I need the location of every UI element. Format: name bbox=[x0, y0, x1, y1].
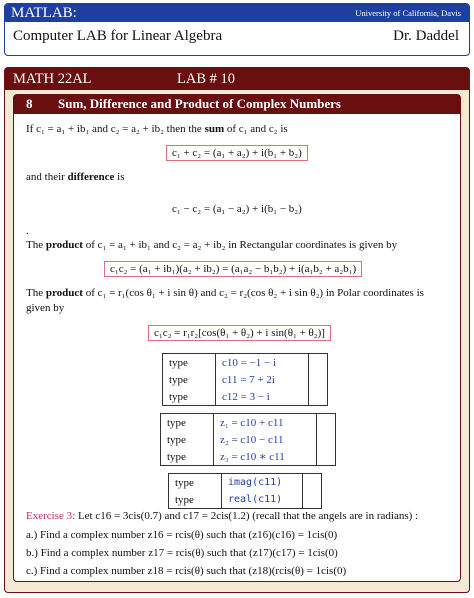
command-table-1 bbox=[162, 353, 328, 406]
section-box bbox=[13, 94, 461, 582]
product-rect-intro: The product of c₁ = a₁ + ib₁ and c₂ = a₂ + ib₂ in Rectangular coordinates is given by bbox=[26, 239, 398, 251]
section-title: Sum, Difference and Product of Complex Numbers bbox=[58, 96, 341, 111]
product-polar-equation: c₁c₂ = r₁r₂[cos(θ₁ + θ₂) + i sin(θ₁ + θ₂)] bbox=[148, 325, 331, 341]
lab-box bbox=[4, 67, 470, 593]
header-university: University of California, Davis bbox=[355, 8, 461, 18]
table-row: type real(c11) bbox=[169, 491, 322, 509]
product-polar-intro-2: given by bbox=[26, 302, 65, 314]
section-header bbox=[14, 95, 460, 114]
exercise-intro: Exercise 3: Let c16 = 3cis(0.7) and c17 = 2cis(1.2) (recall that the angels are in radians) : bbox=[26, 510, 419, 522]
diff-intro: and their difference is bbox=[26, 171, 125, 183]
table-row: type z₃ = c10 ∗ c11 bbox=[161, 448, 336, 466]
lab-title-bar bbox=[5, 68, 469, 90]
header-subject: MATLAB: bbox=[11, 5, 77, 21]
exercise-part-a: a.) Find a complex number z16 = rcis(θ) such that (z16)(c16) = 1cis(0) bbox=[26, 529, 338, 541]
command-table-2 bbox=[160, 413, 336, 466]
exercise-part-c: c.) Find a complex number z18 = rcis(θ) such that (z18)(rcis(θ) = 1cis(0) bbox=[26, 565, 347, 577]
table-row: type z₁ = c10 + c11 bbox=[161, 414, 336, 432]
header-bar bbox=[5, 4, 469, 22]
product-polar-intro: The product of c₁ = r₁(cos θ₁ + i sin θ) and c₂ = r₂(cos θ₂ + i sin θ₂) in Polar coordinates is bbox=[26, 287, 424, 299]
table-row: type z₂ = c10 − c11 bbox=[161, 431, 336, 448]
command-table-3 bbox=[168, 473, 322, 509]
section-number: 8 bbox=[26, 96, 33, 111]
product-rect-equation: c₁c₂ = (a₁ + ib₁)(a₂ + ib₂) = (a₁a₂ − b₁b₂) + i(a₁b₂ + a₂b₁) bbox=[104, 261, 362, 277]
table-row: type imag(c11) bbox=[169, 474, 322, 492]
lab-course: MATH 22AL bbox=[13, 71, 92, 87]
header-box bbox=[4, 3, 470, 56]
sum-equation: c₁ + c₂ = (a₁ + a₂) + i(b₁ + b₂) bbox=[166, 145, 308, 161]
table-row: type c10 = −1 − i bbox=[163, 354, 328, 372]
diff-equation: c₁ − c₂ = (a₁ − a₂) + i(b₁ − b₂) bbox=[172, 203, 302, 215]
exercise-label: Exercise 3: bbox=[26, 510, 76, 522]
instructor-name: Dr. Daddel bbox=[393, 28, 459, 44]
exercise-part-b: b.) Find a complex number z17 = rcis(θ) such that (z17)(c17) = 1cis(0) bbox=[26, 547, 338, 559]
lab-number: LAB # 10 bbox=[177, 71, 235, 87]
dot: . bbox=[26, 225, 29, 237]
sum-intro: If c₁ = a₁ + ib₁ and c₂ = a₂ + ib₂ then the sum of c₁ and c₂ is bbox=[26, 123, 288, 135]
course-title: Computer LAB for Linear Algebra bbox=[13, 28, 223, 44]
table-row: type c12 = 3 − i bbox=[163, 388, 328, 406]
table-row: type c11 = 7 + 2i bbox=[163, 371, 328, 388]
